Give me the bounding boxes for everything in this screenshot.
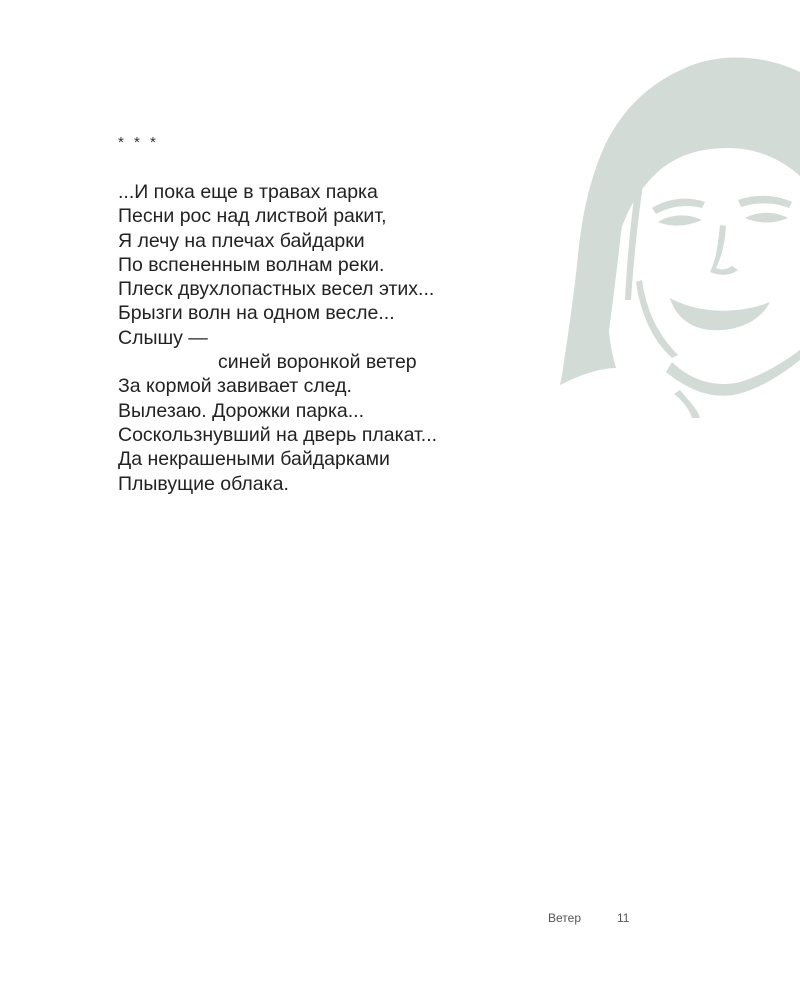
jaw-shape xyxy=(666,350,800,396)
poem-text xyxy=(118,180,558,496)
mouth-shape xyxy=(670,298,770,330)
eye-right xyxy=(745,213,788,223)
poem-line: Я лечу на плечах байдарки xyxy=(118,229,365,252)
poem-line: Песни рос над листвой ракит, xyxy=(118,205,387,228)
eyebrow-left xyxy=(652,199,705,214)
poem-line: Вылезаю. Дорожки парка... xyxy=(118,399,364,422)
poem-line: ...И пока еще в травах парка xyxy=(118,181,378,203)
poem-line: Брызги волн на одном весле... xyxy=(118,302,395,325)
poem-line: синей воронкой ветер xyxy=(218,351,417,374)
poem-line: За кормой завивает след. xyxy=(118,375,352,398)
eye-left xyxy=(658,215,702,225)
poem-line: Да некрашеными байдарками xyxy=(118,448,390,471)
poem-line: Плеск двухлопастных весел этих... xyxy=(118,278,435,301)
poem-separator: * * * xyxy=(118,134,159,151)
portrait-illustration xyxy=(560,50,800,420)
poem-line: Плывущие облака. xyxy=(118,472,289,495)
page-number: 11 xyxy=(617,911,630,925)
poem-line: Соскользнувший на дверь плакат... xyxy=(118,423,438,446)
poem-line: По вспененным волнам реки. xyxy=(118,253,385,276)
footer-section-title: Ветер xyxy=(548,911,581,925)
poem-line: Слышу — xyxy=(118,326,208,349)
nose-shape xyxy=(710,225,738,275)
eyebrow-right xyxy=(738,196,792,208)
